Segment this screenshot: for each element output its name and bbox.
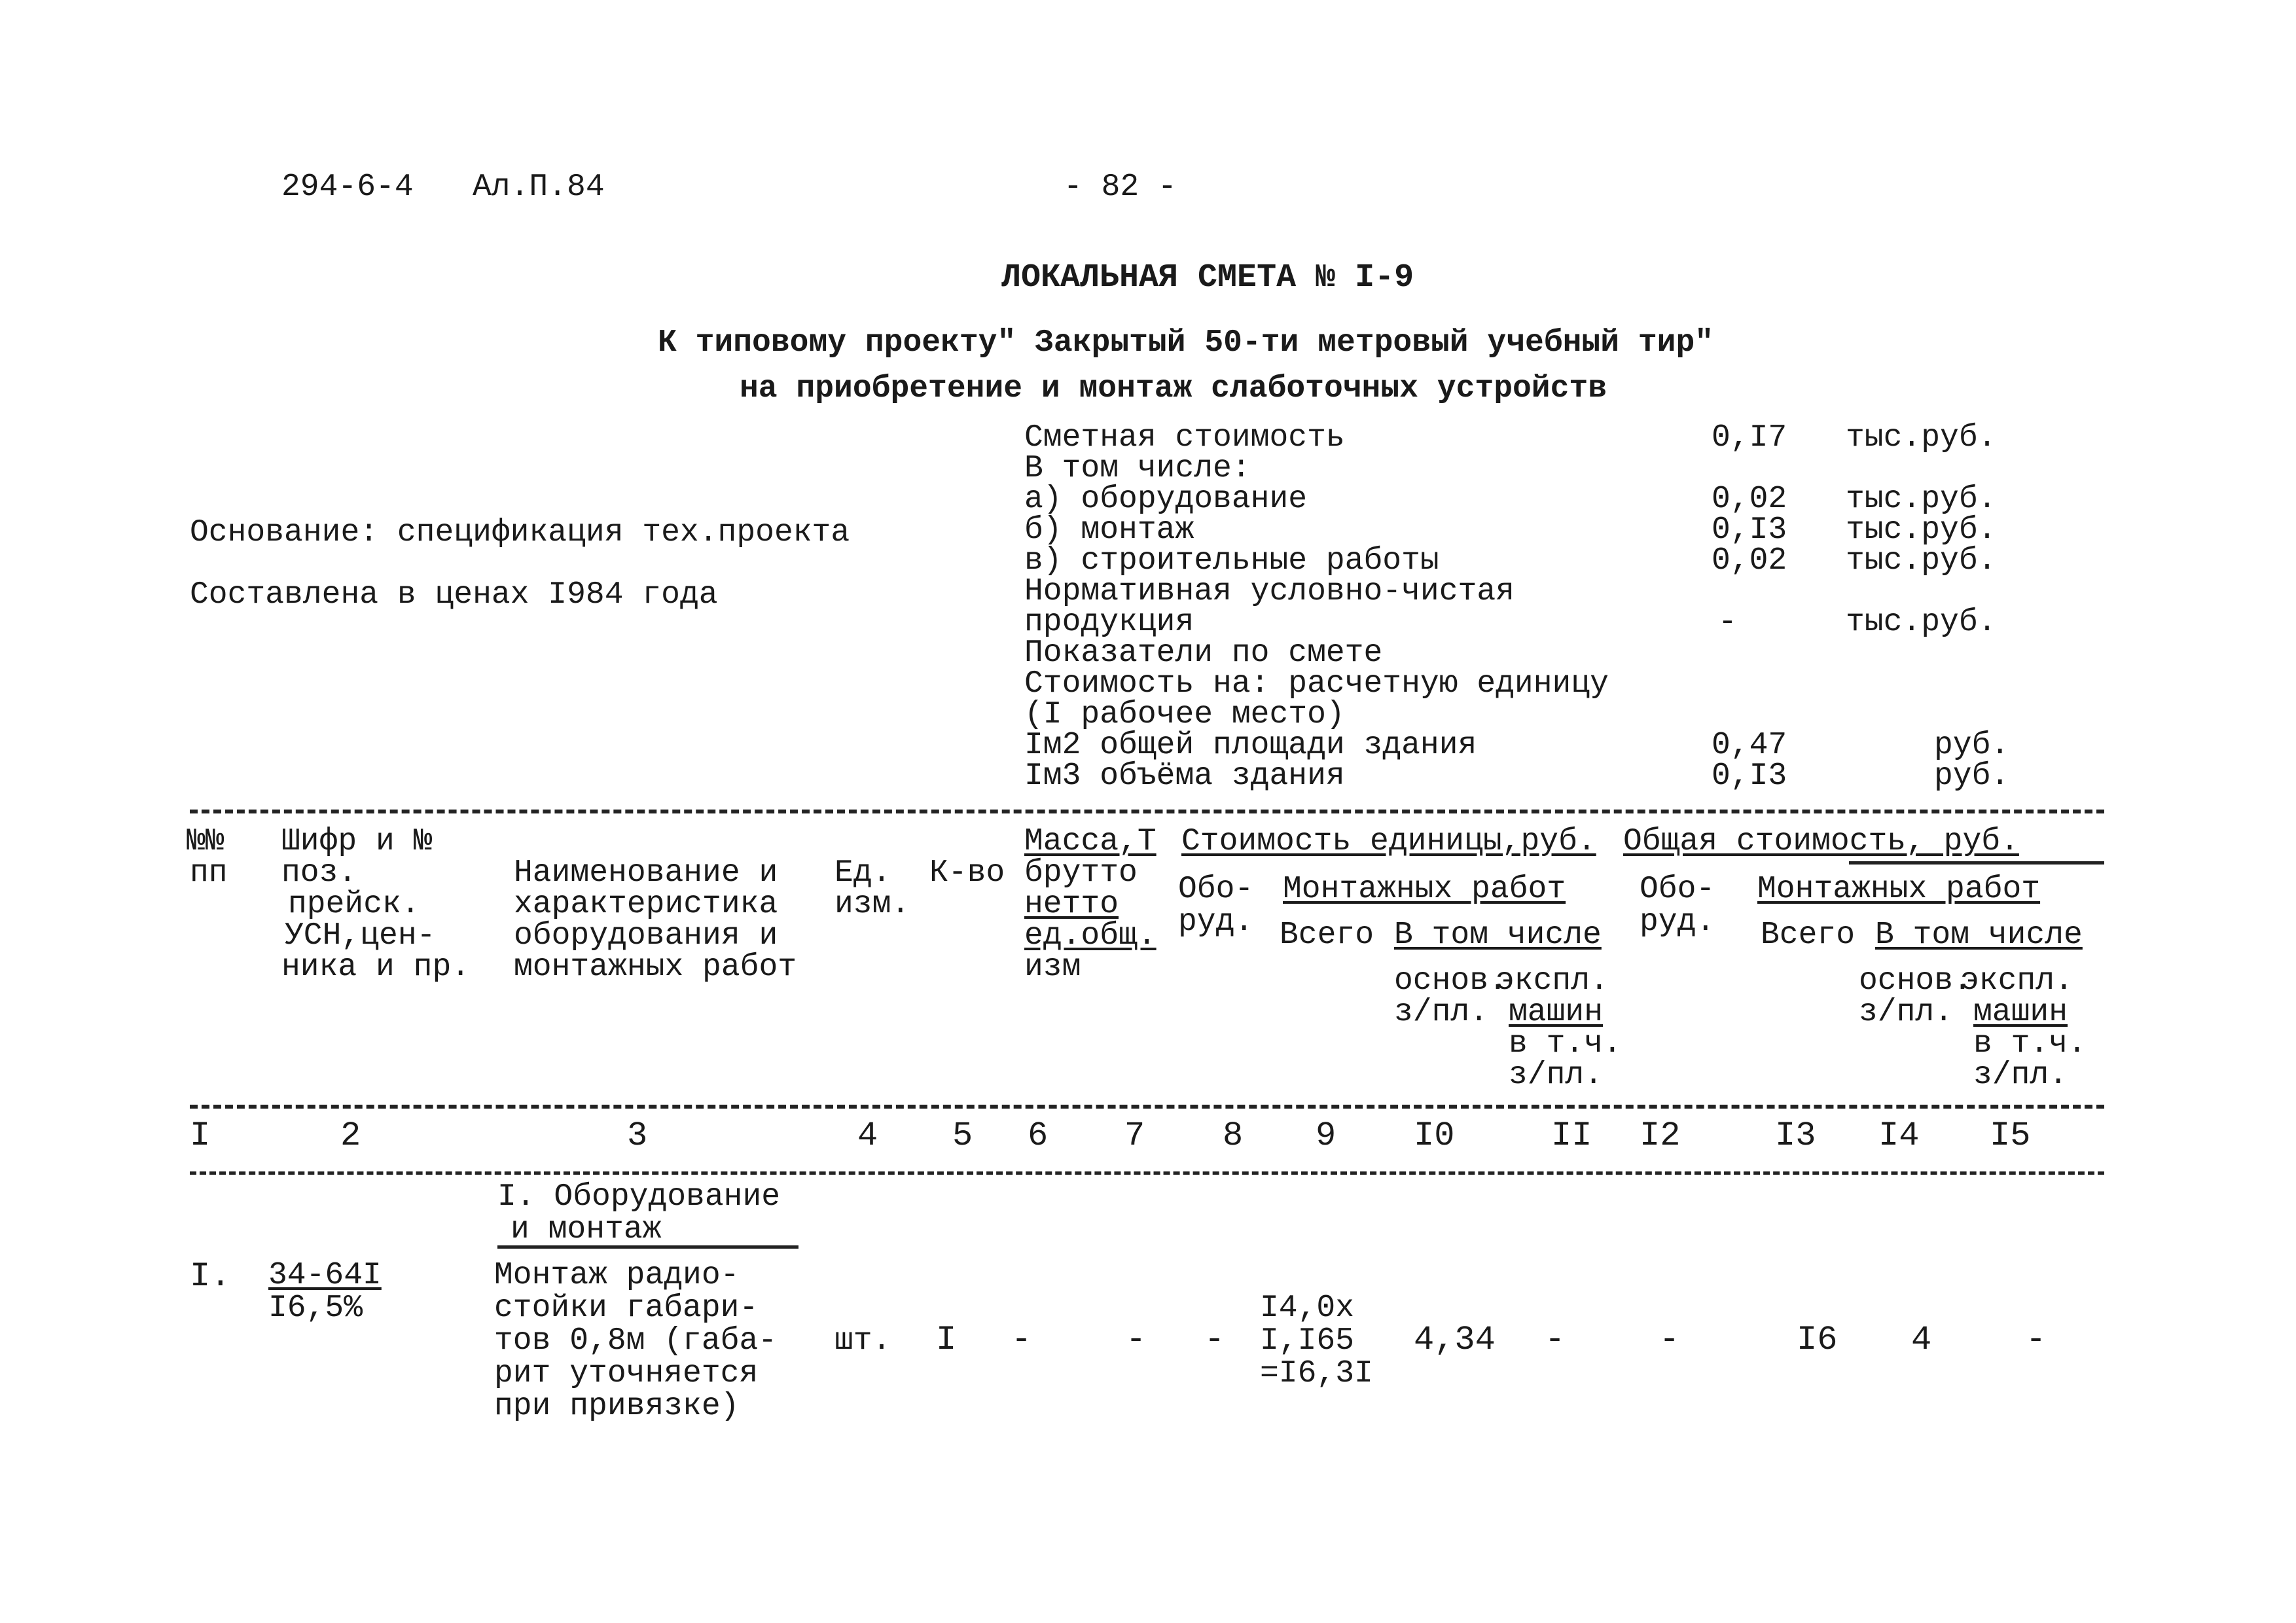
column-number: 7	[1124, 1116, 1145, 1155]
basis-line: Основание: спецификация тех.проекта	[190, 515, 850, 550]
column-number: II	[1551, 1116, 1592, 1155]
summary-value: 0,I7	[1712, 420, 1787, 455]
header-number-label: пп	[190, 855, 228, 891]
section-title: и монтаж	[511, 1212, 662, 1247]
summary-unit: тыс.руб.	[1846, 605, 1997, 640]
summary-value: -	[1718, 605, 1737, 640]
header-machines: з/пл.	[1509, 1058, 1604, 1093]
header-code-label: Шифр и №	[281, 824, 433, 859]
header-unit-label: Ед.	[834, 855, 891, 891]
row-unit: шт.	[834, 1323, 891, 1359]
header-name-label: монтажных работ	[514, 950, 797, 985]
header-mass-sub: ед.общ.	[1024, 918, 1157, 954]
album-number: Ал.П.84	[473, 169, 605, 205]
header-equipment: Обо-	[1178, 872, 1254, 907]
document-code: 294-6-4	[281, 169, 414, 205]
header-machines: в т.ч.	[1973, 1026, 2087, 1061]
header-mass: Масса,Т	[1024, 824, 1157, 859]
column-number: I0	[1414, 1116, 1455, 1155]
header-total-cost: Общая стоимость, руб.	[1623, 824, 2019, 859]
row-col9: I4,0х	[1260, 1291, 1355, 1326]
summary-value: 0,I3	[1712, 758, 1787, 794]
column-number: I5	[1990, 1116, 2031, 1155]
column-number: I3	[1775, 1116, 1816, 1155]
project-line: К типовому проекту" Закрытый 50-ти метровый учебный тир"	[658, 325, 1714, 361]
header-machines: в т.ч.	[1509, 1026, 1622, 1061]
summary-unit: руб.	[1934, 758, 2010, 794]
numbers-bottom-rule	[190, 1171, 2104, 1175]
row-code: 34-64I	[268, 1258, 382, 1293]
column-number: 3	[627, 1116, 648, 1155]
header-machines: машин	[1509, 995, 1604, 1030]
column-number: 5	[952, 1116, 973, 1155]
summary-label: Сметная стоимость	[1024, 420, 1345, 455]
summary-label: Стоимость на: расчетную единицу	[1024, 666, 1609, 702]
header-including: В том числе	[1875, 918, 2083, 953]
prices-line: Составлена в ценах I984 года	[190, 577, 718, 613]
row-col9: =I6,3I	[1260, 1356, 1373, 1391]
header-mass-sub: изм	[1024, 950, 1081, 985]
header-name-label: Наименование и	[514, 855, 778, 891]
summary-unit: руб.	[1934, 728, 2010, 763]
header-install: Монтажных работ	[1757, 872, 2041, 907]
row-col13: I6	[1797, 1321, 1838, 1359]
header-basic-wage: основ.	[1859, 963, 1972, 999]
summary-label: в) строительные работы	[1024, 543, 1439, 579]
table-top-rule	[190, 810, 2104, 813]
summary-label: б) монтаж	[1024, 512, 1194, 548]
header-name-label: характеристика	[514, 887, 778, 922]
header-machines: з/пл.	[1973, 1058, 2068, 1093]
header-machines: экспл.	[1960, 963, 2073, 999]
column-number: 6	[1028, 1116, 1049, 1155]
header-number-label: №№	[187, 824, 224, 859]
row-name: тов 0,8м (габа-	[494, 1323, 778, 1359]
row-col15: -	[2026, 1321, 2047, 1359]
row-col6: -	[1011, 1321, 1032, 1359]
estimate-title: ЛОКАЛЬНАЯ СМЕТА № I-9	[1001, 259, 1414, 296]
column-number: I4	[1878, 1116, 1920, 1155]
summary-value: 0,I3	[1712, 512, 1787, 548]
column-number: 9	[1316, 1116, 1336, 1155]
header-equipment: руд.	[1640, 904, 1715, 940]
header-qty-label: К-во	[929, 855, 1005, 891]
header-total: Всего	[1761, 918, 1856, 953]
summary-label: Нормативная условно-чистая	[1024, 574, 1515, 609]
header-code-label: ника и пр.	[281, 950, 471, 985]
summary-unit: тыс.руб.	[1846, 482, 1997, 517]
section-underline	[497, 1245, 798, 1249]
column-number: I2	[1640, 1116, 1681, 1155]
summary-value: 0,02	[1712, 543, 1787, 579]
header-code-label: поз.	[281, 855, 357, 891]
header-machines: экспл.	[1496, 963, 1609, 999]
summary-label: продукция	[1024, 605, 1194, 640]
row-col8: -	[1204, 1321, 1225, 1359]
row-col10: 4,34	[1414, 1321, 1496, 1359]
summary-unit: тыс.руб.	[1846, 512, 1997, 548]
row-col11: -	[1545, 1321, 1566, 1359]
row-col9: I,I65	[1260, 1323, 1355, 1359]
summary-value: 0,02	[1712, 482, 1787, 517]
header-total: Всего	[1280, 918, 1374, 953]
header-code-label: прейск.	[288, 887, 420, 922]
summary-value: 0,47	[1712, 728, 1787, 763]
row-name: при привязке)	[494, 1389, 740, 1424]
header-basic-wage: з/пл.	[1394, 995, 1489, 1030]
summary-label: (I рабочее место)	[1024, 697, 1345, 732]
row-name: Монтаж радио-	[494, 1258, 740, 1293]
column-number: 2	[340, 1116, 361, 1155]
summary-unit: тыс.руб.	[1846, 420, 1997, 455]
column-number: 8	[1223, 1116, 1244, 1155]
header-including: В том числе	[1394, 918, 1602, 953]
page-number: - 82 -	[1064, 169, 1177, 205]
section-title: I. Оборудование	[497, 1179, 781, 1215]
header-basic-wage: з/пл.	[1859, 995, 1954, 1030]
row-name: стойки габари-	[494, 1291, 759, 1326]
column-number: I	[190, 1116, 211, 1155]
purpose-line: на приобретение и монтаж слаботочных устройств	[740, 371, 1607, 406]
summary-label: В том числе:	[1024, 451, 1251, 486]
header-mass-sub: нетто	[1024, 887, 1119, 922]
header-equipment: Обо-	[1640, 872, 1715, 907]
summary-unit: тыс.руб.	[1846, 543, 1997, 579]
row-quantity: I	[936, 1321, 957, 1359]
header-code-label: УСН,цен-	[285, 918, 436, 954]
row-col14: 4	[1911, 1321, 1932, 1359]
header-install: Монтажных работ	[1283, 872, 1566, 907]
summary-label: Показатели по смете	[1024, 635, 1383, 671]
header-bottom-rule	[190, 1105, 2104, 1109]
row-col12: -	[1659, 1321, 1680, 1359]
summary-label: Iм2 общей площади здания	[1024, 728, 1477, 763]
header-machines: машин	[1973, 995, 2068, 1030]
header-mass-sub: брутто	[1024, 855, 1138, 891]
row-number: I.	[190, 1257, 231, 1296]
row-code: I6,5%	[268, 1291, 363, 1326]
row-col7: -	[1126, 1321, 1147, 1359]
header-name-label: оборудования и	[514, 918, 778, 954]
header-unit-label: изм.	[834, 887, 910, 922]
header-equipment: руд.	[1178, 904, 1254, 940]
column-number: 4	[857, 1116, 878, 1155]
total-cost-underline	[1849, 861, 2104, 865]
header-unit-cost: Стоимость единицы,руб.	[1181, 824, 1596, 859]
header-basic-wage: основ.	[1394, 963, 1507, 999]
row-name: рит уточняется	[494, 1356, 759, 1391]
summary-label: Iм3 объёма здания	[1024, 758, 1345, 794]
summary-label: а) оборудование	[1024, 482, 1308, 517]
